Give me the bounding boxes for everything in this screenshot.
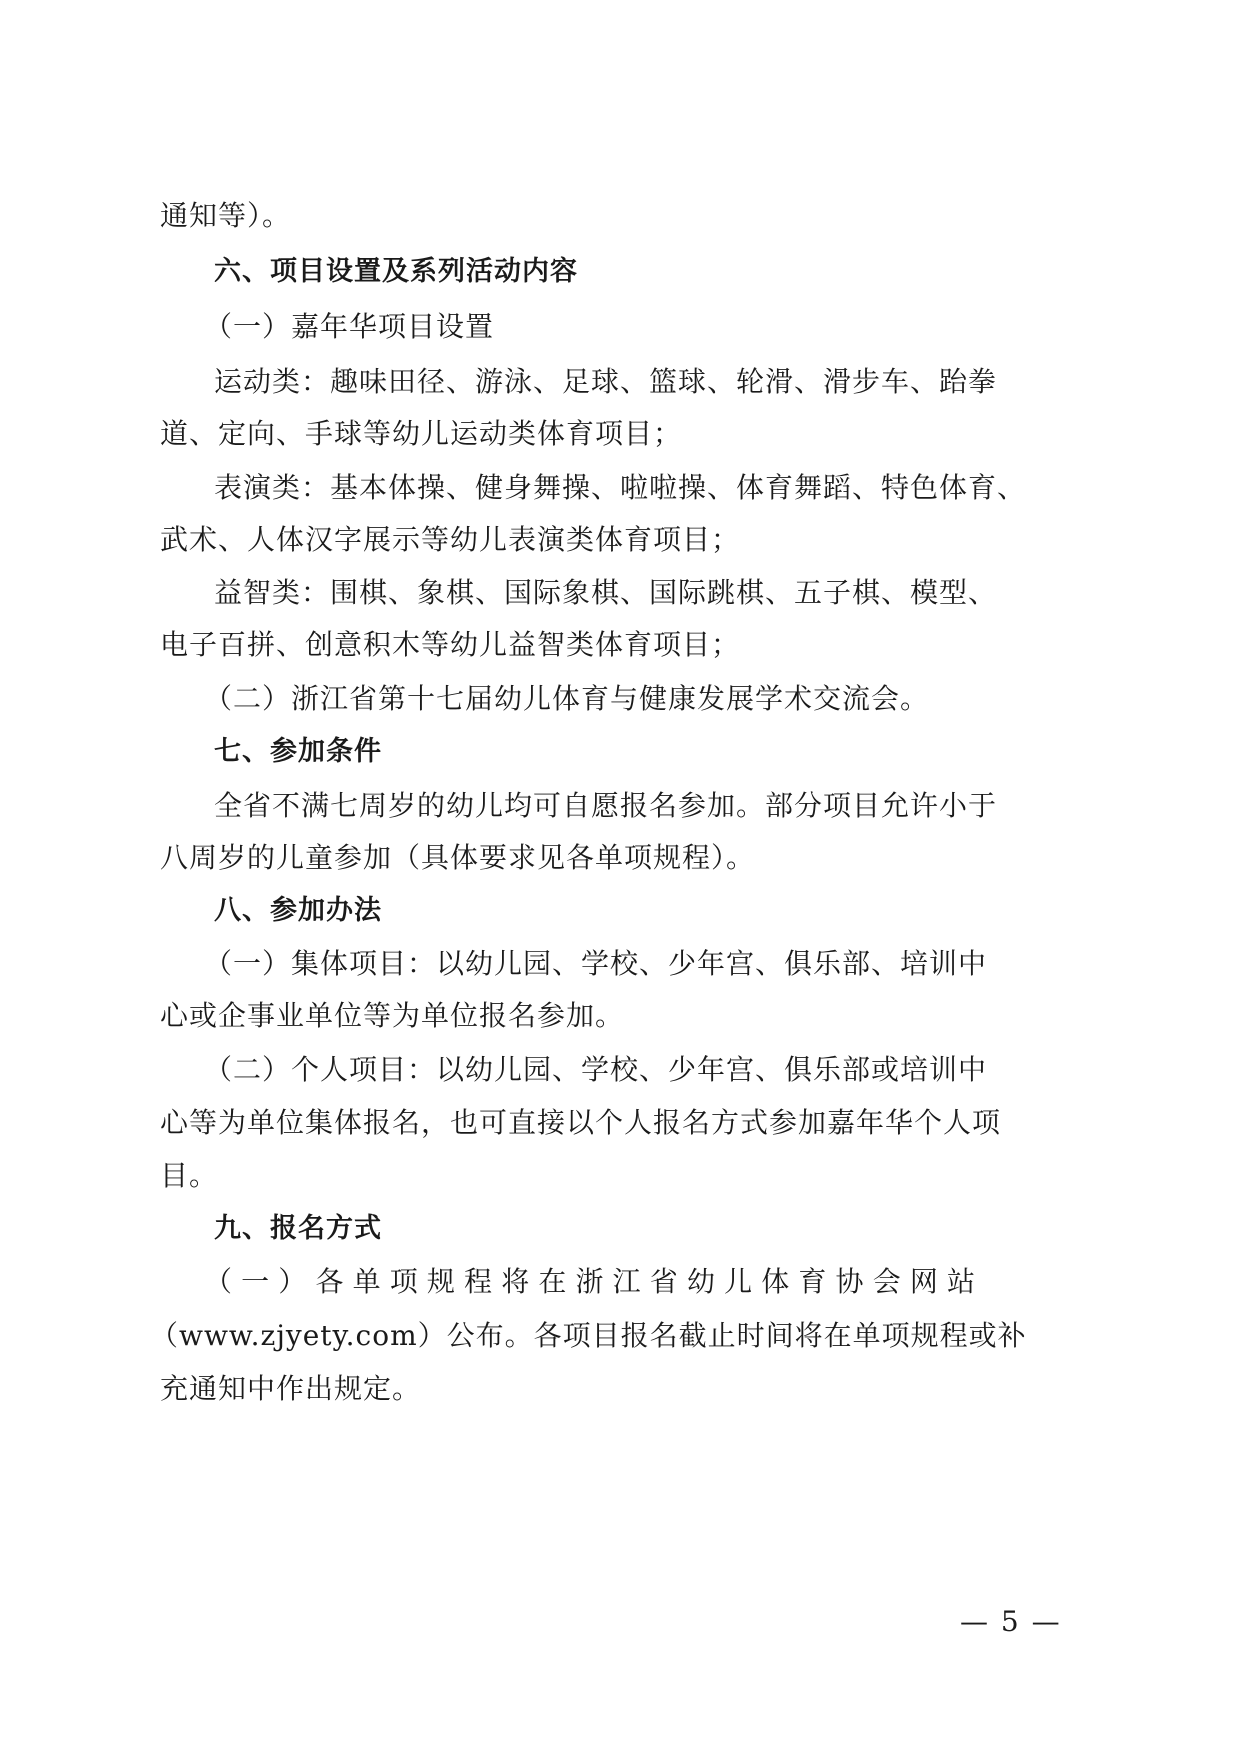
subsection-heading: （一）嘉年华项目设置 [204,310,495,343]
section-heading-8: 八、参加办法 [214,895,382,926]
paragraph-line: 益智类：围棋、象棋、国际象棋、国际跳棋、五子棋、模型、 [214,576,998,609]
paragraph-line: （www.zjyety.com）公布。各项目报名截止时间将在单项规程或补 [150,1319,1027,1352]
paragraph-line: 全省不满七周岁的幼儿均可自愿报名参加。部分项目允许小于 [214,789,998,822]
paragraph-line: 心或企事业单位等为单位报名参加。 [160,999,625,1032]
paragraph-line: 表演类：基本体操、健身舞操、啦啦操、体育舞蹈、特色体育、 [214,471,1027,504]
paragraph-line: 心等为单位集体报名，也可直接以个人报名方式参加嘉年华个人项 [160,1106,1002,1139]
paragraph-line: 武术、人体汉字展示等幼儿表演类体育项目； [160,523,741,556]
paragraph-line: 目。 [160,1159,219,1192]
text-line: 通知等）。 [160,199,292,232]
paragraph-line: （二）个人项目：以幼儿园、学校、少年宫、俱乐部或培训中 [204,1053,988,1086]
paragraph-line: （一）各单项规程将在浙江省幼儿体育协会网站 [204,1265,976,1298]
paragraph-line: （二）浙江省第十七届幼儿体育与健康发展学术交流会。 [204,682,930,715]
section-heading-6: 六、项目设置及系列活动内容 [214,256,578,287]
paragraph-line: 八周岁的儿童参加（具体要求见各单项规程）。 [160,841,756,874]
page-number: — 5 — [960,1605,1062,1638]
paragraph-line: 道、定向、手球等幼儿运动类体育项目； [160,417,683,450]
paragraph-line: 充通知中作出规定。 [160,1372,422,1405]
section-heading-9: 九、报名方式 [214,1213,382,1244]
paragraph-line: （一）集体项目：以幼儿园、学校、少年宫、俱乐部、培训中 [204,947,988,980]
paragraph-line: 运动类：趣味田径、游泳、足球、篮球、轮滑、滑步车、跆拳 [214,365,998,398]
paragraph-line: 电子百拼、创意积木等幼儿益智类体育项目； [160,628,741,661]
section-heading-7: 七、参加条件 [214,736,382,767]
